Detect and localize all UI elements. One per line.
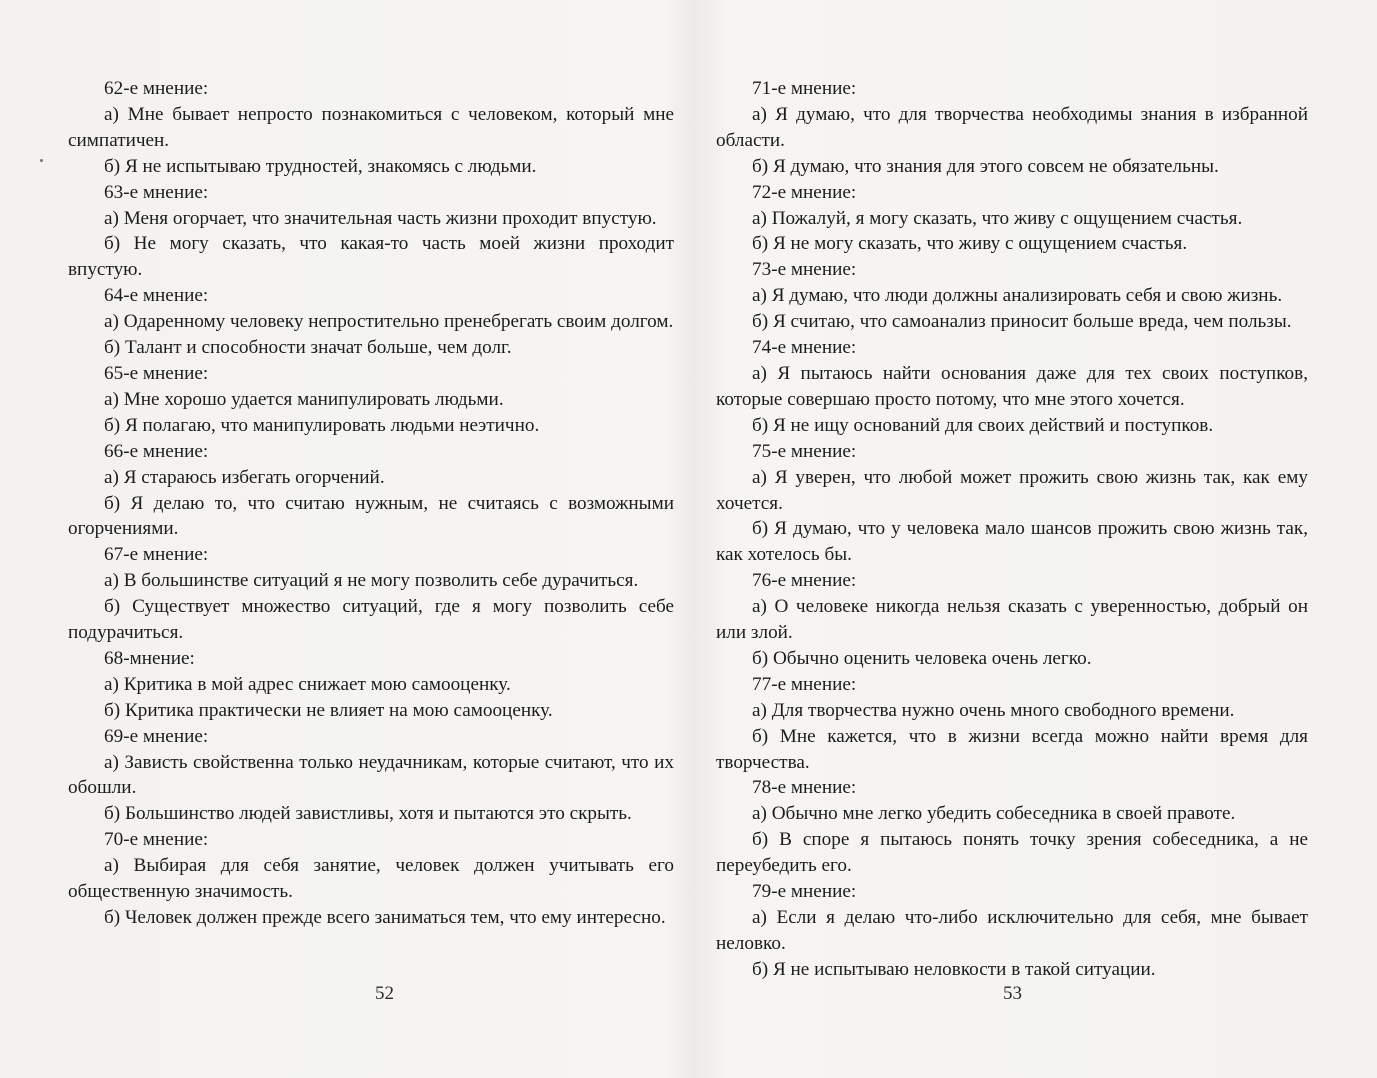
option-b: б) Я считаю, что самоанализ приносит больше вреда, чем пользы. — [752, 311, 1292, 333]
option-b: б) Мне кажется, что в жизни всегда можно найти время для творчества. — [716, 725, 1308, 773]
opinion-item — [716, 775, 1308, 879]
option-a: а) Меня огорчает, что значительная часть жизни проходит впустую. — [104, 207, 657, 229]
opinion-heading: 63-е мнение: — [104, 181, 209, 203]
option-a: а) Я уверен, что любой может прожить свою жизнь так, как ему хочется. — [716, 466, 1308, 514]
option-a: а) Критика в мой адрес снижает мою самооценку. — [104, 673, 511, 695]
opinion-item — [716, 672, 1308, 776]
option-b: б) Талант и способности значат больше, чем долг. — [104, 337, 512, 359]
option-b: б) Существует множество ситуаций, где я могу позволить себе подурачиться. — [68, 596, 674, 644]
option-b: б) Я не ищу оснований для своих действий и поступков. — [752, 414, 1214, 436]
option-a: а) Мне бывает непросто познакомиться с человеком, который мне симпатичен. — [68, 103, 674, 151]
opinion-heading: 65-е мнение: — [104, 362, 209, 384]
left-page — [68, 76, 674, 931]
opinion-item — [68, 180, 674, 284]
option-a: а) Я пытаюсь найти основания даже для тех своих поступков, которые совершаю просто потому, что мне этого хочется. — [716, 362, 1308, 410]
opinion-item — [68, 361, 674, 439]
opinion-item — [716, 568, 1308, 672]
opinion-item — [68, 646, 674, 724]
opinion-heading: 69-е мнение: — [104, 725, 209, 747]
option-b: б) Я не испытываю трудностей, знакомясь с людьми. — [104, 155, 537, 177]
option-a: а) О человеке никогда нельзя сказать с уверенностью, добрый он или злой. — [716, 596, 1308, 644]
opinion-heading: 76-е мнение: — [752, 570, 857, 592]
opinion-item — [716, 335, 1308, 439]
opinion-item — [68, 283, 674, 361]
option-b: б) Человек должен прежде всего заниматься тем, что ему интересно. — [104, 907, 666, 928]
opinion-heading: 74-е мнение: — [752, 337, 857, 359]
opinion-heading: 71-е мнение: — [752, 78, 857, 99]
option-a: а) Я думаю, что для творчества необходимы знания в избранной области. — [716, 103, 1308, 151]
option-a: а) Я стараюсь избегать огорчений. — [104, 466, 385, 488]
right-page — [716, 76, 1308, 983]
opinion-item — [716, 257, 1308, 335]
opinion-heading: 72-е мнение: — [752, 181, 857, 203]
page-speck — [40, 159, 43, 162]
option-b: б) Я полагаю, что манипулировать людьми неэтично. — [104, 414, 540, 436]
opinion-item — [716, 879, 1308, 983]
option-a: а) Если я делаю что-либо исключительно для себя, мне бывает неловко. — [716, 907, 1308, 954]
opinion-heading: 79-е мнение: — [752, 881, 857, 903]
opinion-item — [716, 180, 1308, 258]
opinion-heading: 67-е мнение: — [104, 544, 209, 566]
opinion-heading: 64-е мнение: — [104, 285, 209, 307]
page-number-left: 52 — [375, 983, 394, 1004]
option-b: б) Не могу сказать, что какая-то часть моей жизни проходит впустую. — [68, 233, 674, 281]
option-b: б) Я делаю то, что считаю нужным, не считаясь с возможными огорчениями. — [68, 492, 674, 540]
option-a: а) В большинстве ситуаций я не могу позволить себе дурачиться. — [104, 570, 639, 592]
page-number-right: 53 — [1003, 983, 1022, 1004]
option-b: б) В споре я пытаюсь понять точку зрения собеседника, а не переубедить его. — [716, 829, 1308, 877]
opinion-item — [716, 439, 1308, 569]
opinion-heading: 73-е мнение: — [752, 259, 857, 281]
opinion-heading: 75-е мнение: — [752, 440, 857, 462]
option-a: а) Пожалуй, я могу сказать, что живу с ощущением счастья. — [752, 207, 1243, 229]
option-a: а) Одаренному человеку непростительно пренебрегать своим долгом. — [104, 311, 674, 333]
opinion-item — [716, 76, 1308, 180]
option-b: б) Я не могу сказать, что живу с ощущением счастья. — [752, 233, 1188, 255]
opinion-heading: 68-мнение: — [104, 647, 195, 669]
option-b: б) Обычно оценить человека очень легко. — [752, 647, 1092, 669]
option-a: а) Выбирая для себя занятие, человек должен учитывать его общественную значимость. — [68, 855, 674, 903]
option-a: а) Обычно мне легко убедить собеседника в своей правоте. — [752, 803, 1236, 825]
opinion-heading: 66-е мнение: — [104, 440, 209, 462]
opinion-item — [68, 76, 674, 180]
opinion-heading: 62-е мнение: — [104, 78, 209, 99]
opinion-item — [68, 542, 674, 646]
option-a: а) Зависть свойственна только неудачникам, которые считают, что их обошли. — [68, 751, 674, 799]
option-a: а) Мне хорошо удается манипулировать людьми. — [104, 388, 504, 410]
opinion-heading: 70-е мнение: — [104, 829, 209, 851]
opinion-heading: 78-е мнение: — [752, 777, 857, 799]
option-a: а) Я думаю, что люди должны анализировать себя и свою жизнь. — [752, 285, 1283, 307]
option-b: б) Критика практически не влияет на мою самооценку. — [104, 699, 553, 721]
option-b: б) Я не испытываю неловкости в такой ситуации. — [752, 958, 1156, 980]
opinion-item — [68, 724, 674, 828]
option-b: б) Большинство людей завистливы, хотя и пытаются это скрыть. — [104, 803, 632, 825]
option-a: а) Для творчества нужно очень много свободного времени. — [752, 699, 1235, 721]
opinion-heading: 77-е мнение: — [752, 673, 857, 695]
option-b: б) Я думаю, что знания для этого совсем не обязательны. — [752, 155, 1219, 177]
option-b: б) Я думаю, что у человека мало шансов прожить свою жизнь так, как хотелось бы. — [716, 518, 1308, 566]
opinion-item — [68, 439, 674, 543]
opinion-item — [68, 827, 674, 931]
